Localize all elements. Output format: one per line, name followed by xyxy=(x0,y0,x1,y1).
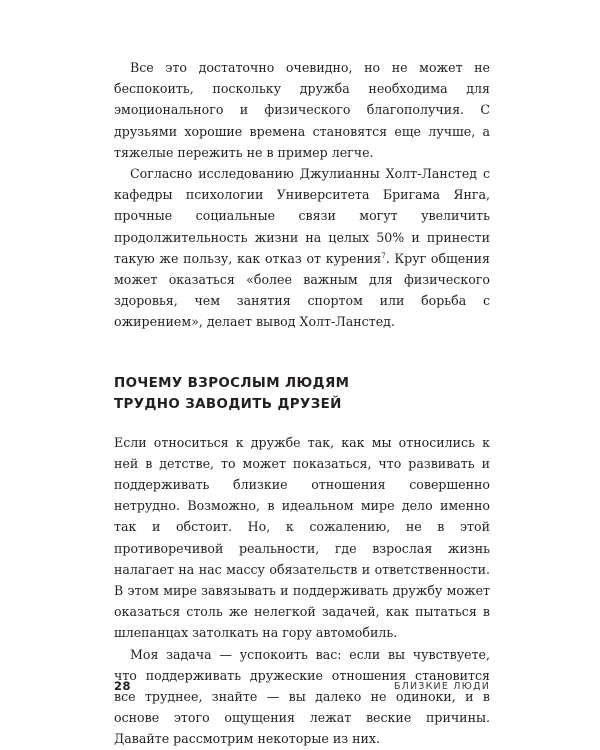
paragraph-holt-lunstad-study xyxy=(114,163,490,333)
section-heading-line-2: ТРУДНО ЗАВОДИТЬ ДРУЗЕЙ xyxy=(114,396,342,412)
paragraph-friendship-wellbeing: Все это достаточно очевидно, но не может не беспокоить, поскольку дружба необходима для эмоционального и физического благополучия. С друзьями хорошие времена становятся еще лучше, а тяжелые пережить не в пример легче. xyxy=(114,60,490,160)
paragraph-adult-friendship: Если относиться к дружбе так, как мы относились к ней в детстве, то может показаться, что развивать и поддерживать близкие отношения совершенно нетрудно. Возможно, в идеальном мире дело именно так и обстоит. Но, к сожалению, не в этой противоречивой реальности, где взрослая жизнь налагает на нас массу обязательств и ответственности. В этом мире завязывать и поддерживать дружбу может оказаться столь же нелегкой задачей, как пытаться в шлепанцах затолкать на гору автомобиль. xyxy=(114,434,490,641)
running-footer-title: БЛИЗКИЕ ЛЮДИ xyxy=(393,681,490,692)
paragraph-study-text: Согласно исследованию Джулианны Холт-Ланстед с кафедры психологии Университета Бригама Янга, прочные социальные связи могут увеличить продолжительность жизни на целых 50% и принести такую же пользу, как отказ от курения xyxy=(114,166,490,266)
paragraph-study-tail: . Круг общения может оказаться «более важным для физического здоровья, чем занятия спортом или борьба с ожирением», делает вывод Холт-Ланстед. xyxy=(114,250,490,330)
section-heading-line-1: ПОЧЕМУ ВЗРОСЛЫМ ЛЮДЯМ xyxy=(114,375,350,391)
paragraph-my-task: Моя задача — успокоить вас: если вы чувствуете, что поддерживать дружеские отношения становится все труднее, знайте — вы далеко не одиноки, и в основе этого ощущения лежат веские причины. Давайте рассмотрим некоторые из них. xyxy=(114,646,490,747)
page-body xyxy=(114,57,490,750)
section-heading xyxy=(114,373,490,415)
footnote-reference: 7 xyxy=(381,251,386,260)
page-number: 28 xyxy=(114,679,132,693)
